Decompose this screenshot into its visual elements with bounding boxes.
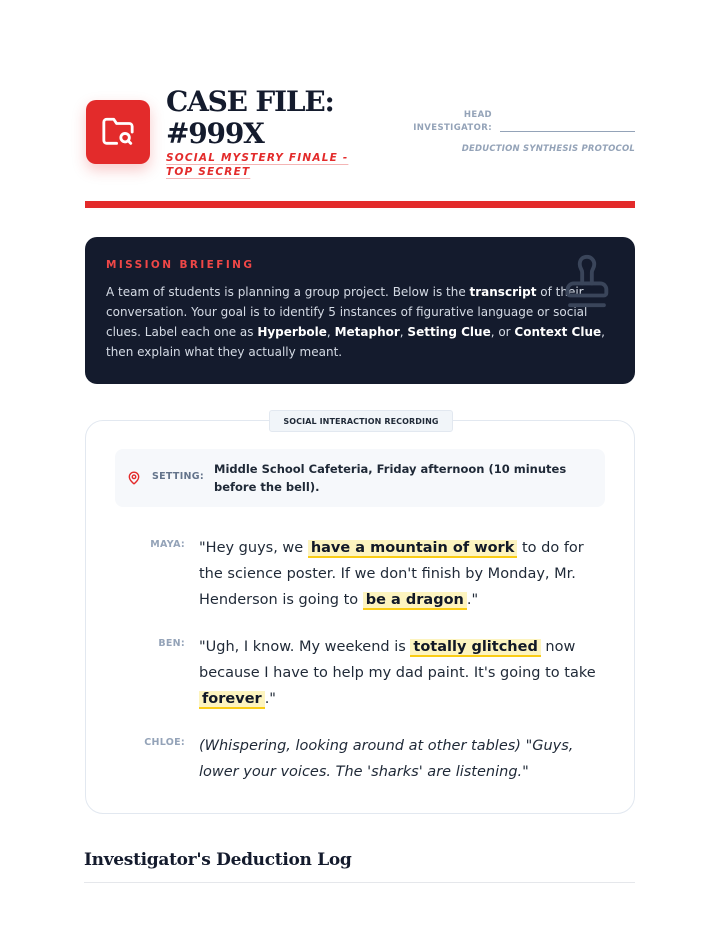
deduction-log-title: Investigator's Deduction Log: [84, 850, 352, 870]
highlight-phrase: forever: [199, 691, 265, 709]
highlight-phrase: have a mountain of work: [308, 540, 518, 558]
speaker-ben: BEN:: [158, 638, 185, 649]
setting-text: Middle School Cafeteria, Friday afternoon (10 minutes before the bell).: [214, 462, 567, 494]
header-divider: [85, 201, 635, 208]
setting-label: SETTING:: [152, 471, 204, 482]
protocol-label: DEDUCTION SYNTHESIS PROTOCOL: [461, 144, 635, 154]
head-label-line-1: HEAD: [463, 110, 492, 120]
briefing-text: A team of students is planning a group project. Below is the transcript of their conversation. Your goal is to identify 5 instances of figurative language or social clues. Label each one as Hyperbole, Metaphor, Setting Clue, or Context Clue, then explain what they actually meant.: [106, 285, 605, 359]
mission-briefing: [85, 237, 635, 384]
case-title-line-2: #999X: [166, 117, 264, 150]
case-subtitle: SOCIAL MYSTERY FINALE - TOP SECRET: [166, 152, 349, 178]
case-title-line-1: CASE FILE:: [166, 85, 334, 118]
dialogue-maya: "Hey guys, we have a mountain of work to do for the science poster. If we don't finish by Monday, Mr. Henderson is going to be a dragon .": [199, 540, 584, 608]
recording-tag: SOCIAL INTERACTION RECORDING: [269, 410, 453, 432]
folder-search-icon: [101, 115, 135, 149]
speaker-maya: MAYA:: [150, 539, 185, 550]
setting-box: [115, 449, 605, 507]
highlight-phrase: be a dragon: [363, 592, 467, 610]
stamp-icon: [558, 252, 616, 310]
head-investigator-label: [410, 109, 492, 135]
highlight-phrase: totally glitched: [410, 639, 540, 657]
briefing-label: MISSION BRIEFING: [106, 259, 255, 271]
map-pin-icon: [127, 470, 141, 486]
speaker-chloe: CHLOE:: [144, 737, 185, 748]
log-divider: [84, 882, 635, 883]
head-label-line-2: INVESTIGATOR:: [413, 123, 492, 133]
dialogue-ben: "Ugh, I know. My weekend is totally glitched now because I have to help my dad paint. It's going to take forever .": [199, 639, 596, 707]
case-logo: [86, 100, 150, 164]
head-investigator-field[interactable]: [500, 131, 635, 132]
case-title: [166, 86, 366, 150]
dialogue-chloe: (Whispering, looking around at other tables) "Guys, lower your voices. The 'sharks' are listening.": [199, 738, 574, 780]
